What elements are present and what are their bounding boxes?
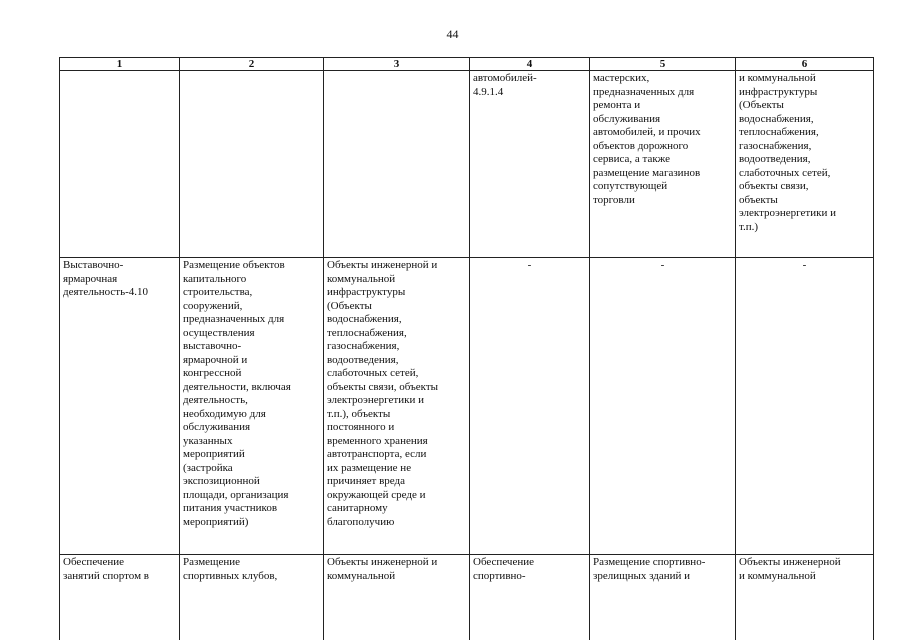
table-row: [60, 555, 874, 640]
table-cell: Объекты инженерной и коммунальной: [324, 555, 470, 640]
table-cell: [180, 71, 324, 258]
page-number: 44: [446, 27, 459, 41]
table-cell: Размещение спортивно- зрелищных зданий и: [590, 555, 736, 640]
col-header-4: 4: [470, 58, 590, 71]
table-cell: [324, 71, 470, 258]
table-cell: мастерских, предназначенных для ремонта и обслуживания автомобилей, и прочих объектов дорожного сервиса, а также размещение магазинов сопутствующей торговли: [590, 71, 736, 258]
table-row: [60, 258, 874, 555]
col-header-3: 3: [324, 58, 470, 71]
table-cell: Обеспечение занятий спортом в: [60, 555, 180, 640]
table-cell: Размещение объектов капитального строительства, сооружений, предназначенных для осуществления выставочно- ярмарочной и конгрессной деятельности, включая деятельность, необходимую для обслуживания указанных мероприятий (застройка экспозиционной площади, организация питания участников мероприятий): [180, 258, 324, 555]
table-cell: Объекты инженерной и коммунальной: [736, 555, 874, 640]
table-cell: [60, 71, 180, 258]
table-row: [60, 71, 874, 258]
header-row: [60, 58, 874, 71]
col-header-6: 6: [736, 58, 874, 71]
table-cell: и коммунальной инфраструктуры (Объекты водоснабжения, теплоснабжения, газоснабжения, водоотведения, слаботочных сетей, объекты связи, объекты электроэнергетики и т.п.): [736, 71, 874, 258]
col-header-2: 2: [180, 58, 324, 71]
zoning-table: [59, 57, 874, 640]
col-header-1: 1: [60, 58, 180, 71]
table-cell: Обеспечение спортивно-: [470, 555, 590, 640]
table-cell: -: [470, 258, 590, 555]
table-cell: Выставочно- ярмарочная деятельность-4.10: [60, 258, 180, 555]
col-header-5: 5: [590, 58, 736, 71]
table-cell: -: [736, 258, 874, 555]
table-cell: Размещение спортивных клубов,: [180, 555, 324, 640]
table-cell: автомобилей- 4.9.1.4: [470, 71, 590, 258]
table-cell: -: [590, 258, 736, 555]
table-cell: Объекты инженерной и коммунальной инфраструктуры (Объекты водоснабжения, теплоснабжения, газоснабжения, водоотведения, слаботочных сетей, объекты связи, объекты электроэнергетики и т.п.), объекты постоянного и временного хранения автотранспорта, если их размещение не причиняет вреда окружающей среде и санитарному благополучию: [324, 258, 470, 555]
